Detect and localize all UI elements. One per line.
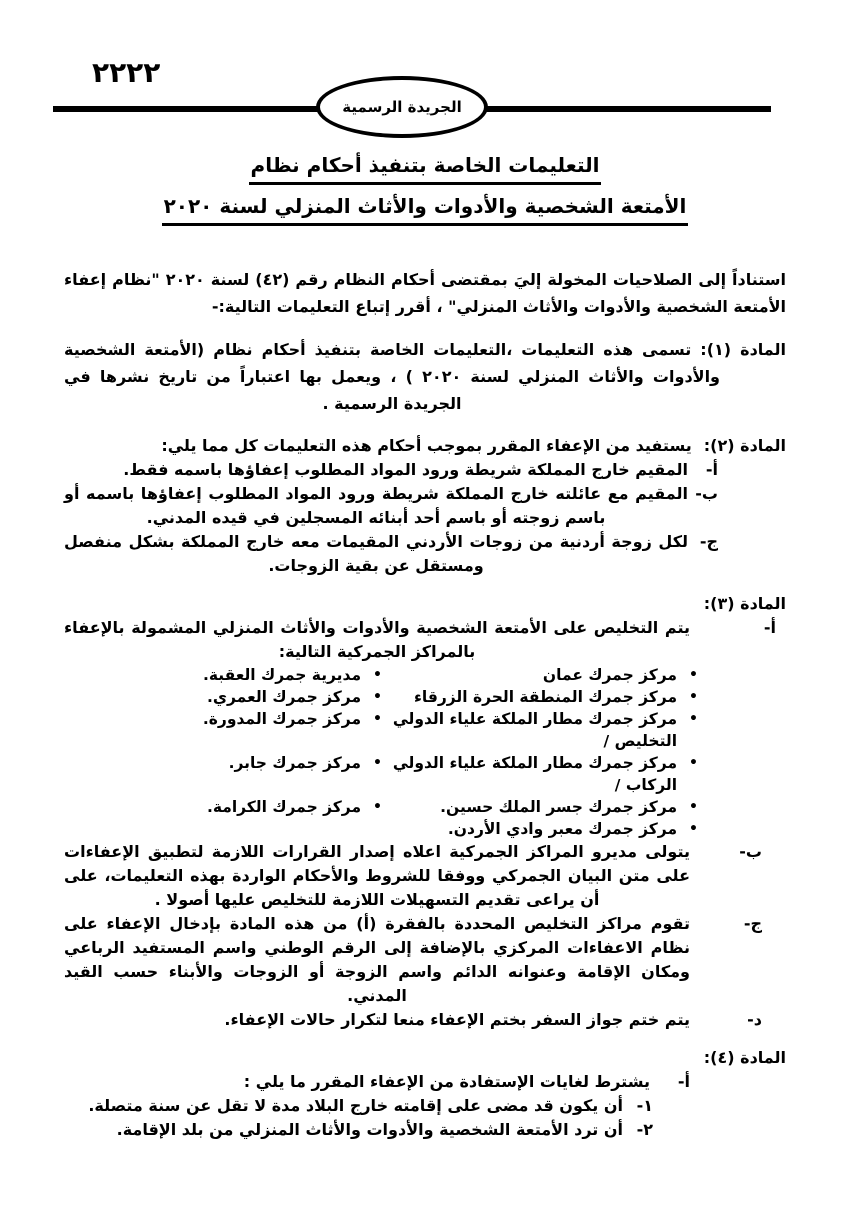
item-text: تقوم مراكز التخليص المحددة بالفقرة (أ) من هذه المادة بإدخال الإعفاء على نظام الاعفاءات المركزي بالإضافة إلى الرقم الوطني واسم المستفيد الرباعي ومكان الإقامة وعنوانه الدائم واسم الزوجة أو الزوجات والأبناء حسب القيد المدني. [64,914,690,1005]
item-marker: ب- [739,842,762,861]
bullet-icon: • [373,667,382,683]
bullet-icon: • [689,711,698,727]
customs-center-item [64,686,382,708]
item-marker: أ- [677,1072,690,1091]
customs-center-item [64,752,382,796]
customs-center-name-line2: / التخليص [603,732,678,750]
article-3-item-b [64,840,786,912]
bullet-icon: • [689,821,698,837]
item-marker: أ- [763,618,776,637]
customs-center-name-line2: / الركاب [614,776,678,794]
article-3-label: المادة (٣): [703,594,786,613]
item-text: لكل زوجة أردنية من زوجات الأردني المقيمات معه خارج المملكة بشكل منفصل ومستقل عن بقية الزوجات. [64,532,688,575]
item-marker: ج- [743,914,762,933]
bullet-icon: • [689,799,698,815]
customs-center-name: مركز جمرك المنطقة الحرة الزرقاء [413,688,678,706]
customs-center-name: مركز جمرك جسر الملك حسين. [440,798,678,816]
title-line-1: التعليمات الخاصة بتنفيذ أحكام نظام [249,150,602,185]
customs-center-item [382,818,698,840]
customs-center-name: مديرية جمرك العقبة. [202,666,362,684]
page-number: ٢٢٢٢ [92,56,161,89]
customs-centers-list [64,664,786,840]
customs-center-item [64,664,382,686]
gazette-label: الجريدة الرسمية [342,98,462,116]
article-2-label: المادة (٢): [703,436,786,455]
article-4-condition-2 [64,1118,786,1142]
customs-center-name: مركز جمرك المدورة. [202,710,362,728]
customs-center-name [393,752,677,796]
gazette-oval [316,76,488,138]
bullet-icon: • [373,711,382,727]
item-marker: أ- [705,460,718,479]
bullet-icon: • [689,667,698,683]
customs-center-name: مركز جمرك جابر. [228,754,362,772]
customs-center-name [393,708,677,752]
article-2-heading-text: يستفيد من الإعفاء المقرر بموجب أحكام هذه التعليمات كل مما يلي: [161,436,692,455]
customs-center-item [382,752,698,796]
document-body [64,150,786,1142]
item-text: يشترط لغايات الإستفادة من الإعفاء المقرر ما يلي : [243,1072,650,1091]
item-marker: ٢- [636,1120,653,1139]
customs-center-name: مركز جمرك العمري. [206,688,362,706]
customs-center-item [382,708,698,752]
customs-center-empty-cell [64,818,382,840]
article-1-label: المادة (١): [700,340,786,359]
article-4 [64,1046,786,1142]
customs-center-item [382,796,698,818]
customs-center-name-line1: مركز جمرك مطار الملكة علياء الدولي [392,754,678,772]
item-marker: ب- [695,484,718,503]
item-text: يتم التخليص على الأمتعة الشخصية والأدوات والأثاث المنزلي المشمولة بالإعفاء بالمراكز الجمركية التالية: [64,618,690,661]
article-3-item-a [64,616,786,664]
customs-center-name: مركز جمرك الكرامة. [206,798,362,816]
article-1-text: تسمى هذه التعليمات ،التعليمات الخاصة بتنفيذ أحكام نظام (الأمتعة الشخصية والأدوات والأثاث المنزلي لسنة ٢٠٢٠ ) ، ويعمل بها اعتباراً من تاريخ نشرها في الجريدة الرسمية . [64,340,720,413]
item-text: المقيم مع عائلته خارج المملكة شريطة ورود المواد المطلوب إعفاؤها باسمه أو باسم زوجته أو باسم أحد أبنائه المسجلين في قيده المدني. [64,484,688,527]
item-text: يتم ختم جواز السفر بختم الإعفاء منعا لتكرار حالات الإعفاء. [224,1010,690,1029]
item-marker: ج- [699,532,718,551]
customs-center-name-line1: مركز جمرك مطار الملكة علياء الدولي [392,710,678,728]
article-4-label: المادة (٤): [703,1048,786,1067]
article-1 [64,336,786,417]
article-4-condition-1 [64,1094,786,1118]
item-text: المقيم خارج المملكة شريطة ورود المواد المطلوب إعفاؤها باسمه فقط. [123,460,688,479]
article-2-item-c [64,530,786,578]
customs-center-item [64,796,382,818]
customs-center-item [64,708,382,752]
customs-center-item [382,686,698,708]
preamble-paragraph: استناداً إلى الصلاحيات المخولة إليَ بمقتضى أحكام النظام رقم (٤٢) لسنة ٢٠٢٠ "نظام إعفاء الأمتعة الشخصية والأدوات والأثاث المنزلي" ، أقرر إتباع التعليمات التالية:- [64,270,787,316]
item-marker: د- [747,1010,762,1029]
article-4-item-a [64,1070,786,1094]
item-text: يتولى مديرو المراكز الجمركية اعلاه إصدار القرارات اللازمة لتطبيق الإعفاءات على متن البيان الجمركي ووفقا للشروط والأحكام الواردة بهذه التعليمات، على أن يراعى تقديم التسهيلات اللازمة للتخليص عليها أصولا . [64,842,690,909]
item-marker: ١- [636,1096,653,1115]
item-text: أن ترد الأمتعة الشخصية والأدوات والأثاث المنزلي من بلد الإقامة. [116,1120,623,1139]
customs-center-name: مركز جمرك عمان [542,666,678,684]
article-2-heading [64,433,786,458]
customs-center-name: مركز جمرك معبر وادي الأردن. [447,820,678,838]
article-3 [64,592,786,1032]
bullet-icon: • [373,799,382,815]
item-text: أن يكون قد مضى على إقامته خارج البلاد مدة لا تقل عن سنة متصلة. [88,1096,623,1115]
article-3-item-c [64,912,786,1008]
bullet-icon: • [373,755,382,771]
bullet-icon: • [689,689,698,705]
article-2-item-b [64,482,786,530]
customs-center-item [382,664,698,686]
article-3-item-d [64,1008,786,1032]
article-2 [64,433,786,578]
bullet-icon: • [373,689,382,705]
bullet-icon: • [689,755,698,771]
title-line-2: الأمتعة الشخصية والأدوات والأثاث المنزلي لسنة ٢٠٢٠ [162,191,689,226]
document-title [64,150,786,232]
article-2-item-a [64,458,786,482]
